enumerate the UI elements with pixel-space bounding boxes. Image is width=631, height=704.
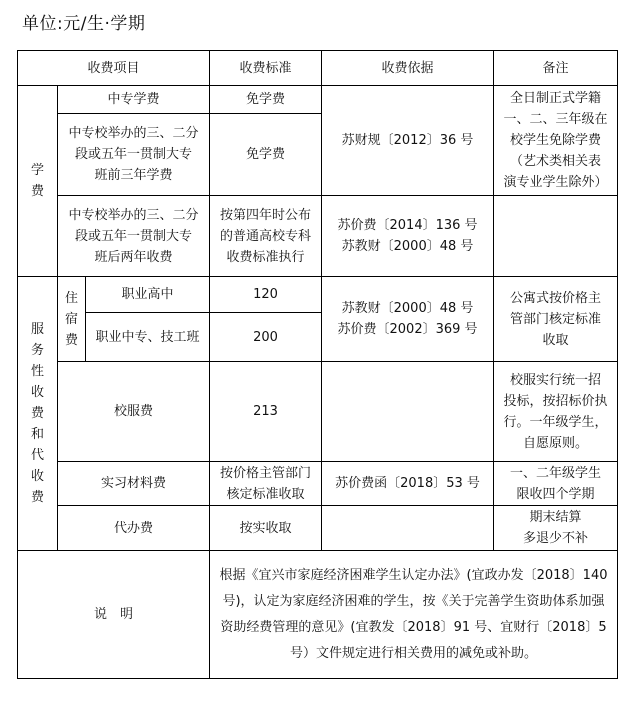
header-standard: 收费标准	[210, 51, 322, 86]
agency-item: 代办费	[58, 506, 210, 551]
lodging-item-1: 职业高中	[86, 277, 210, 313]
header-item: 收费项目	[18, 51, 210, 86]
lodging-basis: 苏教财〔2000〕48 号 苏价费〔2002〕369 号	[322, 277, 494, 362]
tuition-basis-1-2: 苏财规〔2012〕36 号	[322, 86, 494, 196]
lodging-standard-1: 120	[210, 277, 322, 313]
tuition-standard-3: 按第四年时公布 的普通高校专科 收费标准执行	[210, 196, 322, 277]
material-standard: 按价格主管部门 核定标准收取	[210, 462, 322, 506]
tuition-standard-1: 免学费	[210, 86, 322, 114]
header-basis: 收费依据	[322, 51, 494, 86]
explanation-text: 根据《宜兴市家庭经济困难学生认定办法》(宜政办发〔2018〕140 号)，认定为家庭经济困难的学生，按《关于完善学生资助体系加强资助经费管理的意见》(宜教发〔2018〕91 号、宜财行〔2018〕5 号）文件规定进行相关费用的减免或补助。	[210, 551, 618, 679]
uniform-standard: 213	[210, 362, 322, 462]
agency-standard: 按实收取	[210, 506, 322, 551]
tuition-category: 学 费	[18, 86, 58, 277]
tuition-item-2: 中专校举办的三、二分 段或五年一贯制大专 班前三年学费	[58, 114, 210, 196]
explanation-label: 说 明	[18, 551, 210, 679]
uniform-remark: 校服实行统一招 投标，按招标价执 行。一年级学生， 自愿原则。	[494, 362, 618, 462]
unit-label: 单位:元/生·学期	[22, 14, 146, 34]
lodging-label: 住 宿 费	[58, 277, 86, 362]
agency-remark: 期末结算 多退少不补	[494, 506, 618, 551]
tuition-item-3: 中专校举办的三、二分 段或五年一贯制大专 班后两年收费	[58, 196, 210, 277]
tuition-remark-3	[494, 196, 618, 277]
material-remark: 一、二年级学生 限收四个学期	[494, 462, 618, 506]
tuition-remark-1-2: 全日制正式学籍 一、二、三年级在 校学生免除学费 （艺术类相关表 演专业学生除外）	[494, 86, 618, 196]
material-basis: 苏价费函〔2018〕53 号	[322, 462, 494, 506]
fee-table	[17, 50, 618, 679]
agency-basis	[322, 506, 494, 551]
uniform-item: 校服费	[58, 362, 210, 462]
lodging-remark: 公寓式按价格主 管部门核定标准 收取	[494, 277, 618, 362]
lodging-standard-2: 200	[210, 313, 322, 362]
tuition-basis-3: 苏价费〔2014〕136 号 苏教财〔2000〕48 号	[322, 196, 494, 277]
tuition-item-1: 中专学费	[58, 86, 210, 114]
uniform-basis	[322, 362, 494, 462]
material-item: 实习材料费	[58, 462, 210, 506]
service-category: 服 务 性 收 费 和 代 收 费	[18, 277, 58, 551]
tuition-standard-2: 免学费	[210, 114, 322, 196]
header-remark: 备注	[494, 51, 618, 86]
lodging-item-2: 职业中专、技工班	[86, 313, 210, 362]
